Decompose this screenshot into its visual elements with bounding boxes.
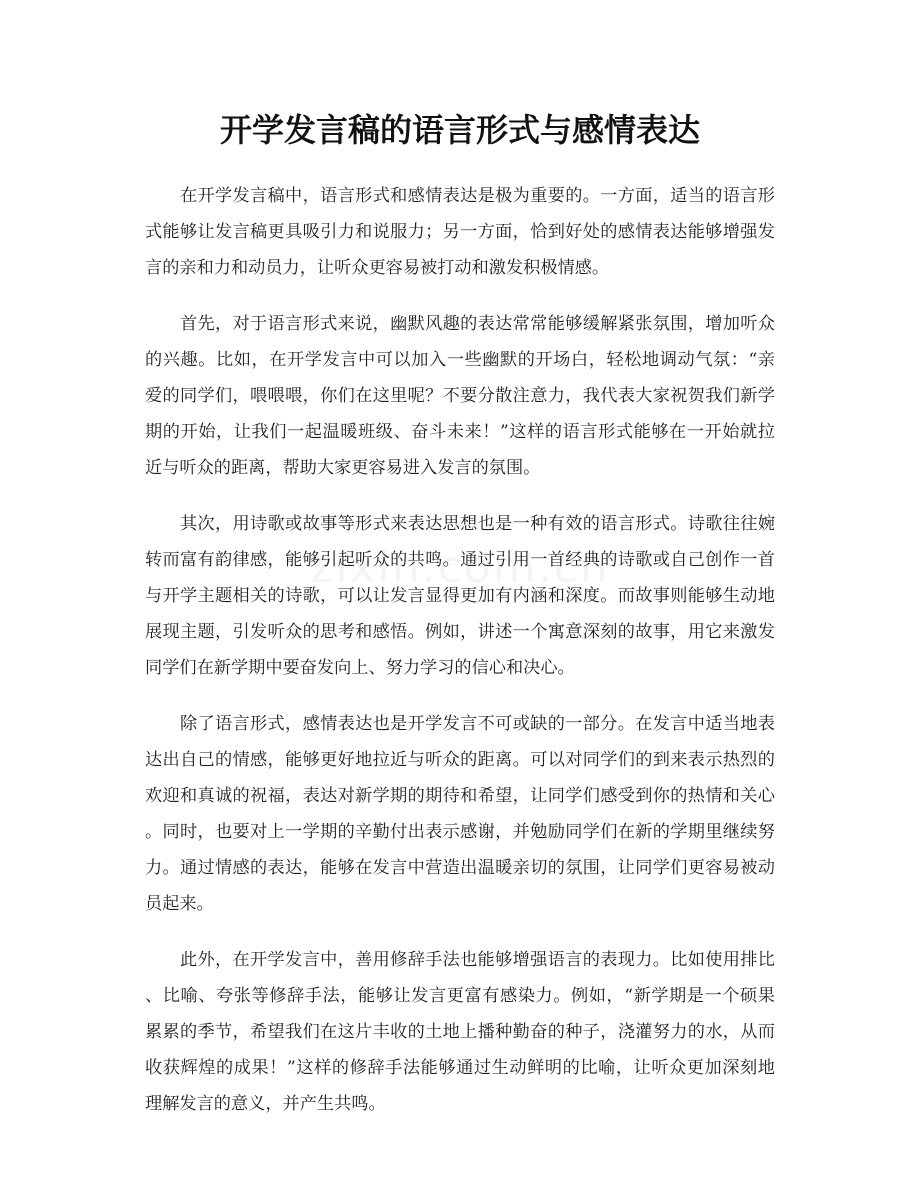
paragraph-line: 除了语言形式，感情表达也是开学发言不可或缺的一部分。在发言中适当地表	[180, 714, 775, 734]
paragraph-line: 力。通过情感的表达，能够在发言中营造出温暖亲切的氛围，让同学们更容易被动	[145, 858, 775, 878]
paragraph	[145, 506, 775, 686]
paragraph-line: 员起来。	[145, 894, 214, 914]
paragraph-line: 收获辉煌的成果！”这样的修辞手法能够通过生动鲜明的比喻，让听众更加深刻地	[145, 1058, 775, 1078]
paragraph-line: 式能够让发言稿更具吸引力和说服力；另一方面，恰到好处的感情表达能够增强发	[145, 222, 775, 242]
document-title: 开学发言稿的语言形式与感情表达	[219, 111, 700, 149]
paragraph	[145, 942, 775, 1122]
paragraph-line: 、比喻、夸张等修辞手法，能够让发言更富有感染力。例如，“新学期是一个硕果	[145, 986, 775, 1006]
paragraph-line: 同学们在新学期中要奋发向上、努力学习的信心和决心。	[145, 658, 575, 678]
paragraph-line: 展现主题，引发听众的思考和感悟。例如，讲述一个寓意深刻的故事，用它来激发	[145, 622, 775, 642]
paragraph-line: 达出自己的情感，能够更好地拉近与听众的距离。可以对同学们的到来表示热烈的	[145, 750, 775, 770]
paragraph-line: 其次，用诗歌或故事等形式来表达思想也是一种有效的语言形式。诗歌往往婉	[180, 514, 775, 534]
paragraph	[145, 706, 775, 922]
paragraph-line: 。同时，也要对上一学期的辛勤付出表示感谢，并勉励同学们在新的学期里继续努	[145, 822, 775, 842]
paragraph-line: 近与听众的距离，帮助大家更容易进入发言的氛围。	[145, 458, 541, 478]
paragraph-line: 的兴趣。比如，在开学发言中可以加入一些幽默的开场白，轻松地调动气氛：“亲	[145, 350, 775, 370]
paragraph-line: 欢迎和真诚的祝福，表达对新学期的期待和希望，让同学们感受到你的热情和关心	[145, 786, 775, 806]
paragraph-line: 言的亲和力和动员力，让听众更容易被打动和激发积极情感。	[145, 258, 610, 278]
paragraph-line: 在开学发言稿中，语言形式和感情表达是极为重要的。一方面，适当的语言形	[180, 186, 775, 206]
paragraph	[145, 178, 775, 286]
document-body	[145, 178, 775, 1122]
paragraph-line: 与开学主题相关的诗歌，可以让发言显得更加有内涵和深度。而故事则能够生动地	[145, 586, 775, 606]
paragraph	[145, 306, 775, 486]
paragraph-line: 理解发言的意义，并产生共鸣。	[145, 1094, 386, 1114]
paragraph-line: 期的开始，让我们一起温暖班级、奋斗未来！”这样的语言形式能够在一开始就拉	[145, 422, 775, 442]
paragraph-line: 转而富有韵律感，能够引起听众的共鸣。通过引用一首经典的诗歌或自己创作一首	[145, 550, 775, 570]
paragraph-line: 累累的季节，希望我们在这片丰收的土地上播种勤奋的种子，浇灌努力的水，从而	[145, 1022, 775, 1042]
paragraph-line: 爱的同学们，喂喂喂，你们在这里呢？不要分散注意力，我代表大家祝贺我们新学	[145, 386, 775, 406]
paragraph-line: 此外，在开学发言中，善用修辞手法也能够增强语言的表现力。比如使用排比	[180, 950, 775, 970]
paragraph-line: 首先，对于语言形式来说，幽默风趣的表达常常能够缓解紧张氛围，增加听众	[180, 314, 775, 334]
